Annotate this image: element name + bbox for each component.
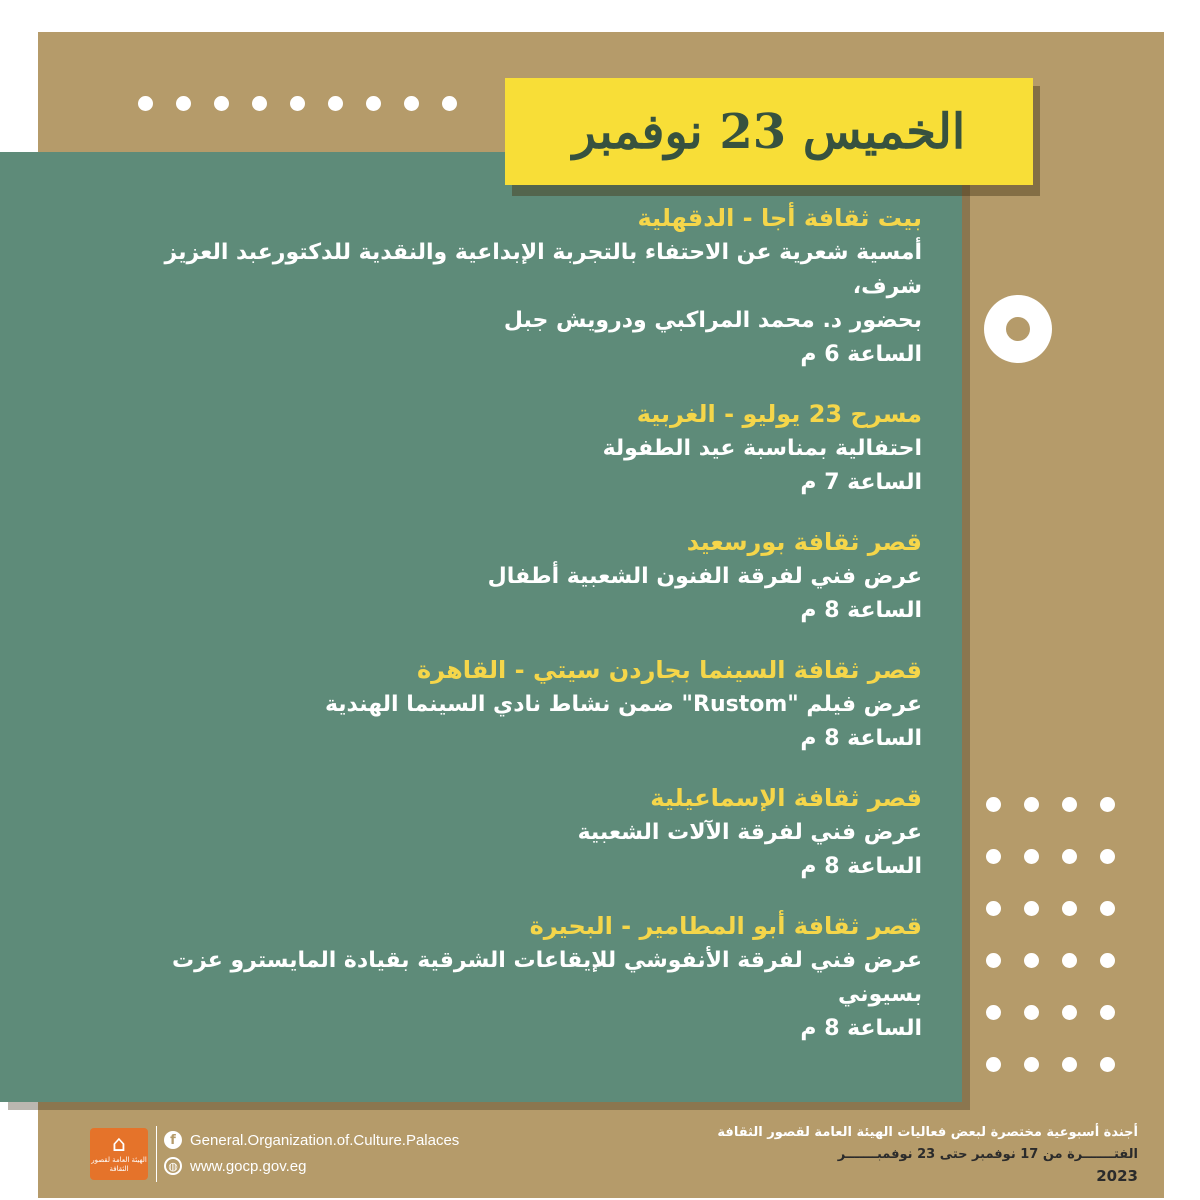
agenda-period: الفتـــــــرة من 17 نوفمبر حتى 23 نوفمبـــــــر — [837, 1147, 1138, 1162]
dot — [1024, 901, 1039, 916]
event-time: الساعة 7 م — [800, 470, 922, 495]
dot — [1100, 1057, 1115, 1072]
date-banner — [505, 78, 1033, 185]
dot — [986, 953, 1001, 968]
event-item — [122, 396, 922, 500]
event-item — [122, 200, 922, 372]
dot — [986, 1005, 1001, 1020]
dot — [986, 901, 1001, 916]
building-icon: ⌂ — [112, 1132, 126, 1157]
event-item — [122, 524, 922, 628]
footer — [38, 1110, 1164, 1198]
organization-logo — [90, 1128, 148, 1180]
dot — [1024, 1057, 1039, 1072]
event-description: عرض فني لفرقة الأنفوشي للإيقاعات الشرقية بقيادة المايسترو عزت بسيوني — [171, 948, 922, 1007]
event-description: عرض فيلم "Rustom" ضمن نشاط نادي السينما الهندية — [324, 692, 922, 717]
dot — [1062, 1005, 1077, 1020]
decorative-ring — [984, 295, 1052, 363]
event-item — [122, 652, 922, 756]
contact-info — [164, 1128, 459, 1180]
event-time: الساعة 8 م — [800, 1016, 922, 1041]
event-venue: قصر ثقافة بورسعيد — [686, 528, 922, 556]
dot — [214, 96, 229, 111]
event-venue: قصر ثقافة الإسماعيلية — [650, 784, 922, 812]
dot — [1100, 1005, 1115, 1020]
decorative-dots-row — [138, 96, 457, 111]
dot — [986, 1057, 1001, 1072]
event-time: الساعة 8 م — [800, 726, 922, 751]
dot — [404, 96, 419, 111]
footer-divider — [156, 1126, 157, 1182]
dot — [176, 96, 191, 111]
facebook-icon: f — [164, 1131, 182, 1149]
facebook-handle: General.Organization.of.Culture.Palaces — [190, 1131, 460, 1149]
dot — [442, 96, 457, 111]
dot — [1024, 1005, 1039, 1020]
dot — [1024, 849, 1039, 864]
agenda-year: 2023 — [1096, 1167, 1138, 1185]
logo-text: الهيئة العامة لقصور الثقافة — [91, 1156, 147, 1173]
dot — [1062, 953, 1077, 968]
dot — [138, 96, 153, 111]
event-description: عرض فني لفرقة الآلات الشعبية — [577, 820, 922, 845]
event-venue: قصر ثقافة السينما بجاردن سيتي - القاهرة — [417, 656, 922, 684]
globe-icon: ◍ — [164, 1157, 182, 1175]
website-url: www.gocp.gov.eg — [190, 1157, 307, 1175]
agenda-info — [618, 1122, 1138, 1186]
event-item — [122, 780, 922, 884]
dot — [290, 96, 305, 111]
event-description: أمسية شعرية عن الاحتفاء بالتجربة الإبداعية والنقدية للدكتورعبد العزيز شرف، — [164, 240, 922, 299]
ring-hole — [1006, 317, 1030, 341]
dot — [1062, 797, 1077, 812]
dot — [1100, 849, 1115, 864]
event-time: الساعة 8 م — [800, 598, 922, 623]
dot — [1024, 797, 1039, 812]
event-time: الساعة 6 م — [800, 342, 922, 367]
page-title: الخميس 23 نوفمبر — [572, 103, 966, 160]
decorative-dot-grid — [986, 797, 1115, 1072]
dot — [1100, 797, 1115, 812]
dot — [366, 96, 381, 111]
event-description: بحضور د. محمد المراكبي ودرويش جبل — [503, 308, 922, 333]
event-time: الساعة 8 م — [800, 854, 922, 879]
dot — [1062, 849, 1077, 864]
event-venue: بيت ثقافة أجا - الدقهلية — [637, 204, 922, 232]
facebook-link[interactable] — [164, 1128, 459, 1152]
dot — [1062, 1057, 1077, 1072]
dot — [252, 96, 267, 111]
dot — [1024, 953, 1039, 968]
agenda-description: أجندة أسبوعية مختصرة لبعض فعاليات الهيئة العامة لقصور الثقافة — [717, 1125, 1138, 1140]
website-link[interactable] — [164, 1154, 459, 1178]
dot — [1100, 953, 1115, 968]
event-description: احتفالية بمناسبة عيد الطفولة — [602, 436, 922, 461]
event-venue: مسرح 23 يوليو - الغربية — [636, 400, 922, 428]
dot — [1062, 901, 1077, 916]
dot — [986, 849, 1001, 864]
dot — [328, 96, 343, 111]
event-item — [122, 908, 922, 1046]
event-venue: قصر ثقافة أبو المطامير - البحيرة — [529, 912, 922, 940]
dot — [1100, 901, 1115, 916]
event-description: عرض فني لفرقة الفنون الشعبية أطفال — [487, 564, 922, 589]
events-list — [122, 200, 922, 1070]
dot — [986, 797, 1001, 812]
